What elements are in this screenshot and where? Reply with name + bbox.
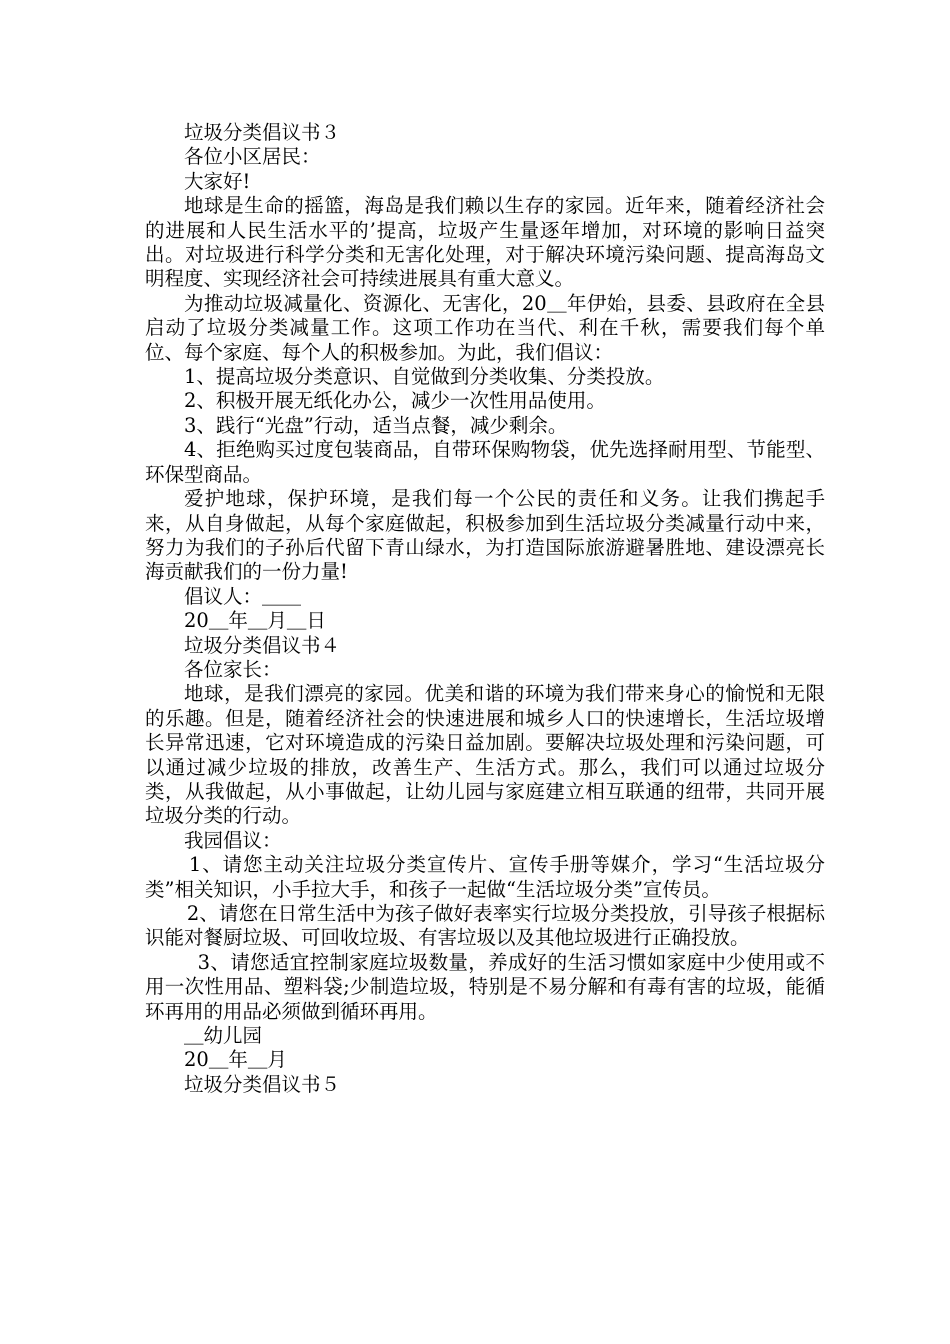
body-paragraph: 地球是生命的摇篮，海岛是我们赖以生存的家园。近年来，随着经济社会的进展和人民生活水平的’提高，垃圾产生量逐年增加，对环境的影响日益突出。对垃圾进行科学分类和无害化处理，对于解决环境污染问题、提高海岛文明程度、实现经济社会可持续进展具有重大意义。 xyxy=(145,194,825,291)
date-line: 20＿年＿月 xyxy=(184,1048,287,1072)
section-title: 垃圾分类倡议书５ xyxy=(184,1072,341,1096)
signature-line: ＿幼儿园 xyxy=(184,1024,263,1048)
greeting: 大家好! xyxy=(184,169,251,193)
document-body xyxy=(145,121,825,1097)
list-item: 1、请您主动关注垃圾分类宣传片、宣传手册等媒介，学习“生活垃圾分类”相关知识，小手拉大手，和孩子一起做“生活垃圾分类”宣传员。 xyxy=(145,853,825,901)
list-item: 4、拒绝购买过度包装商品，自带环保购物袋，优先选择耐用型、节能型、环保型商品。 xyxy=(145,438,825,486)
body-paragraph: 我园倡议： xyxy=(184,828,282,852)
section-title: 垃圾分类倡议书３ xyxy=(184,121,341,144)
list-item: 2、积极开展无纸化办公，减少一次性用品使用。 xyxy=(184,389,606,413)
body-paragraph: 地球，是我们漂亮的家园。优美和谐的环境为我们带来身心的愉悦和无限的乐趣。但是，随着经济社会的快速进展和城乡人口的快速增长，生活垃圾增长异常迅速，它对环境造成的污染日益加剧。要解决垃圾处理和污染问题，可以通过减少垃圾的排放，改善生产、生活方式。那么，我们可以通过垃圾分类，从我做起，从小事做起，让幼儿园与家庭建立相互联通的纽带，共同开展垃圾分类的行动。 xyxy=(145,682,825,828)
signature-line: 倡议人：＿＿ xyxy=(184,584,302,608)
section-title: 垃圾分类倡议书４ xyxy=(184,633,341,657)
list-item: 2、请您在日常生活中为孩子做好表率实行垃圾分类投放，引导孩子根据标识能对餐厨垃圾、可回收垃圾、有害垃圾以及其他垃圾进行正确投放。 xyxy=(145,902,825,950)
body-paragraph: 为推动垃圾减量化、资源化、无害化，20＿年伊始，县委、县政府在全县启动了垃圾分类减量工作。这项工作功在当代、利在千秋，需要我们每个单位、每个家庭、每个人的积极参加。为此，我们倡议： xyxy=(145,291,825,364)
body-paragraph: 爱护地球，保护环境，是我们每一个公民的责任和义务。让我们携起手来，从自身做起，从每个家庭做起，积极参加到生活垃圾分类减量行动中来，努力为我们的子孙后代留下青山绿水，为打造国际旅游避暑胜地、建设漂亮长海贡献我们的一份力量! xyxy=(145,487,825,584)
list-item: 1、提高垃圾分类意识、自觉做到分类收集、分类投放。 xyxy=(184,365,665,389)
salutation: 各位家长： xyxy=(184,657,282,681)
list-item: 3、践行“光盘”行动，适当点餐，减少剩余。 xyxy=(184,413,568,437)
date-line: 20＿年＿月＿日 xyxy=(184,609,326,633)
salutation: 各位小区居民： xyxy=(184,145,321,169)
list-item: 3、请您适宜控制家庭垃圾数量，养成好的生活习惯如家庭中少使用或不用一次性用品、塑料袋;少制造垃圾，特别是不易分解和有毒有害的垃圾，能循环再用的用品必须做到循环再用。 xyxy=(145,950,825,1023)
